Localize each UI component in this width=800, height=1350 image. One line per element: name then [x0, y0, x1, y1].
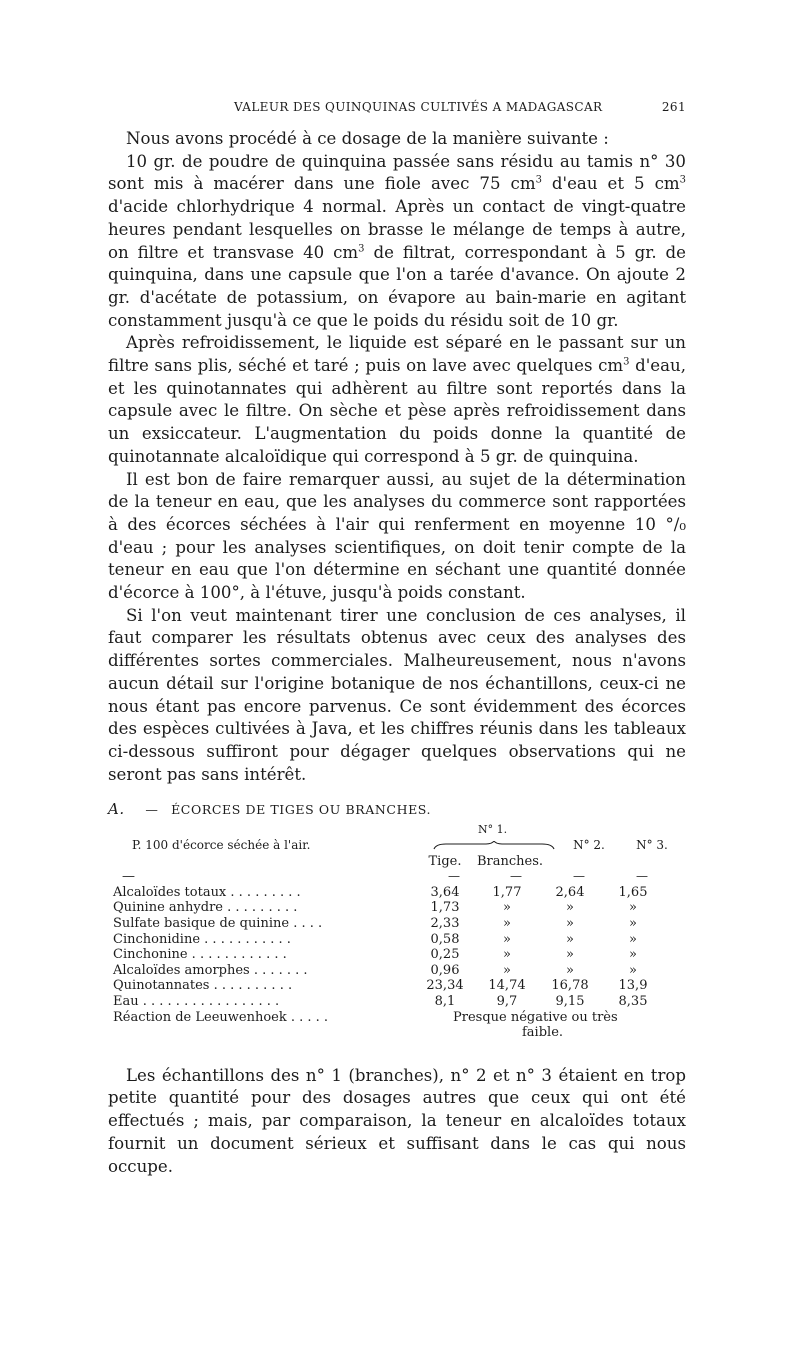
cell: » — [629, 947, 637, 963]
row-label: Eau . . . . . . . . . . . . . . . . . — [113, 993, 280, 1009]
column-header-tige: Tige. — [428, 853, 462, 869]
table-row — [108, 947, 686, 963]
table-row — [108, 932, 686, 948]
section-letter: A. — [108, 800, 125, 819]
dash: — — [510, 869, 522, 884]
cell: 1,73 — [430, 900, 460, 916]
row-label: Quinotannates . . . . . . . . . . — [113, 978, 293, 994]
table-row-reaction — [108, 1010, 686, 1026]
table-header-row — [108, 838, 686, 854]
cell: 0,25 — [430, 947, 460, 963]
column-header-no3: N° 3. — [636, 837, 668, 852]
cell: 13,9 — [618, 978, 648, 994]
paragraph-4: Il est bon de faire remarquer aussi, au sujet de la détermination de la teneur en eau, que les analyses du commerce sont rapportées à des écorces séchées à l'air qui renferment en moyenne 10 °/₀ d'eau ; pour les analyses scientifiques, on doit tenir compte de la teneur en eau que l'on détermine en séchant une quantité donnée d'écorce à 100°, à l'étuve, jusqu'à poids constant. — [108, 469, 686, 603]
cell: 2,64 — [555, 884, 585, 900]
row-label: Alcaloïdes amorphes . . . . . . . — [113, 962, 308, 978]
paragraph-3 — [108, 332, 686, 468]
paragraph-3-part-b: d'eau, et les quinotannates qui adhèrent au filtre sont reportés dans la capsule avec le filtre. On sèche et pèse après refroidissement dans un exsiccateur. L'augmentation du poids donne la quantité de quinotannate alcaloïdique qui correspond à 5 gr. de quinquina. — [108, 356, 686, 466]
cell: 8,1 — [434, 993, 456, 1009]
column-group-no1: N° 1. — [478, 823, 508, 837]
page — [108, 100, 686, 1178]
row-label: Sulfate basique de quinine . . . . — [113, 915, 323, 931]
cell: » — [629, 931, 637, 947]
section-dash: — — [145, 802, 159, 818]
cell: 3,64 — [430, 884, 460, 900]
superscript-3: 3 — [679, 174, 686, 186]
section-title: ÉCORCES DE TIGES OU BRANCHES. — [171, 802, 432, 818]
paragraph-5: Si l'on veut maintenant tirer une conclusion de ces analyses, il faut comparer les résultats obtenus avec ceux des analyses des différentes sortes commerciales. Malheureusement, nous n'avons aucun détail sur l'origine botanique de nos échantillons, ceux-ci ne nous étant pas encore parvenus. Ce sont évidemment des écorces des espèces cultivées à Java, et les chiffres réunis dans les tableaux ci-dessous suffiront pour dégager quelques observations qui ne seront pas sans intérêt. — [108, 605, 686, 784]
cell: » — [566, 931, 574, 947]
cell: 1,77 — [492, 884, 522, 900]
table-row — [108, 916, 686, 932]
cell: » — [629, 915, 637, 931]
table-row — [108, 885, 686, 901]
table-subheader-row — [108, 854, 686, 870]
table-row — [108, 994, 686, 1010]
paragraph-2-part-d: de filtrat, correspondant à 5 gr. de quinquina, dans une capsule que l'on a tarée d'avance. On ajoute 2 gr. d'acétate de potassium, on évapore au bain-marie en agitant constamment jusqu'à ce que le poids du résidu soit de 10 gr. — [108, 242, 686, 330]
row-label: Cinchonine . . . . . . . . . . . . — [113, 947, 287, 963]
paragraph-3-part-a: Après refroidissement, le liquide est séparé en le passant sur un filtre sans plis, séché et taré ; puis on lave avec quelques cm — [108, 333, 686, 376]
cell: 23,34 — [426, 978, 464, 994]
paragraph-2 — [108, 151, 686, 333]
column-header-no2: N° 2. — [573, 837, 605, 852]
analysis-table — [108, 822, 686, 1040]
table-row — [108, 900, 686, 916]
paragraph-2-part-a: 10 gr. de poudre de quinquina passée sans résidu au tamis n° 30 sont mis à macérer dans une fiole avec 75 cm — [108, 151, 686, 194]
running-title: VALEUR DES QUINQUINAS CULTIVÉS A MADAGASCAR — [234, 100, 603, 114]
table-label-header: P. 100 d'écorce séchée à l'air. — [132, 837, 311, 852]
cell: » — [566, 900, 574, 916]
cell: » — [503, 947, 511, 963]
row-label: Quinine anhydre . . . . . . . . . — [113, 900, 298, 916]
cell: » — [566, 962, 574, 978]
dash: — — [448, 869, 460, 884]
row-label: Alcaloïdes totaux . . . . . . . . . — [113, 884, 301, 900]
cell: 9,7 — [496, 993, 518, 1009]
cell: 0,96 — [430, 962, 460, 978]
running-head — [108, 100, 686, 114]
table-row — [108, 963, 686, 979]
cell: » — [503, 931, 511, 947]
dash: — — [122, 869, 135, 885]
row-label: Réaction de Leeuwenhoek . . . . . — [113, 1009, 329, 1025]
table-row — [108, 978, 686, 994]
paragraph-2-part-b: d'eau et 5 cm — [541, 174, 680, 194]
cell: 2,33 — [430, 915, 460, 931]
dash: — — [573, 869, 585, 884]
row-label: Cinchonidine . . . . . . . . . . . — [113, 931, 291, 947]
paragraph-1: Nous avons procédé à ce dosage de la manière suivante : — [126, 129, 609, 148]
cell: » — [503, 962, 511, 978]
cell: 14,74 — [488, 978, 526, 994]
dash: — — [636, 869, 648, 884]
section-heading — [108, 800, 686, 818]
reaction-value-continued: faible. — [522, 1025, 564, 1041]
superscript-3: 3 — [535, 174, 542, 186]
superscript-3: 3 — [358, 242, 365, 254]
superscript-3: 3 — [623, 356, 630, 368]
paragraph-2-part-c: d'acide chlorhydrique 4 normal. Après un contact de vingt-quatre heures pendant lesquelles on brasse le mélange de temps à autre, on filtre et transvase 40 cm — [108, 197, 686, 262]
brace-icon — [432, 839, 556, 849]
cell: » — [503, 900, 511, 916]
page-number: 261 — [661, 100, 686, 114]
cell: 8,35 — [618, 993, 648, 1009]
cell: » — [503, 915, 511, 931]
cell: 9,15 — [555, 993, 585, 1009]
reaction-value: Presque négative ou très — [453, 1009, 618, 1025]
column-header-branches: Branches. — [477, 853, 544, 869]
table-dash-row — [108, 869, 686, 885]
cell: » — [629, 962, 637, 978]
cell: » — [566, 947, 574, 963]
cell: 1,65 — [618, 884, 648, 900]
cell: » — [566, 915, 574, 931]
paragraph-6: Les échantillons des n° 1 (branches), n° 2 et n° 3 étaient en trop petite quantité pour des dosages autres que ceux qui ont été effectués ; mais, par comparaison, la teneur en alcaloïdes totaux fournit un document sérieux et suffisant dans le cas qui nous occupe. — [108, 1065, 686, 1176]
cell: » — [629, 900, 637, 916]
cell: 16,78 — [551, 978, 589, 994]
cell: 0,58 — [430, 931, 460, 947]
